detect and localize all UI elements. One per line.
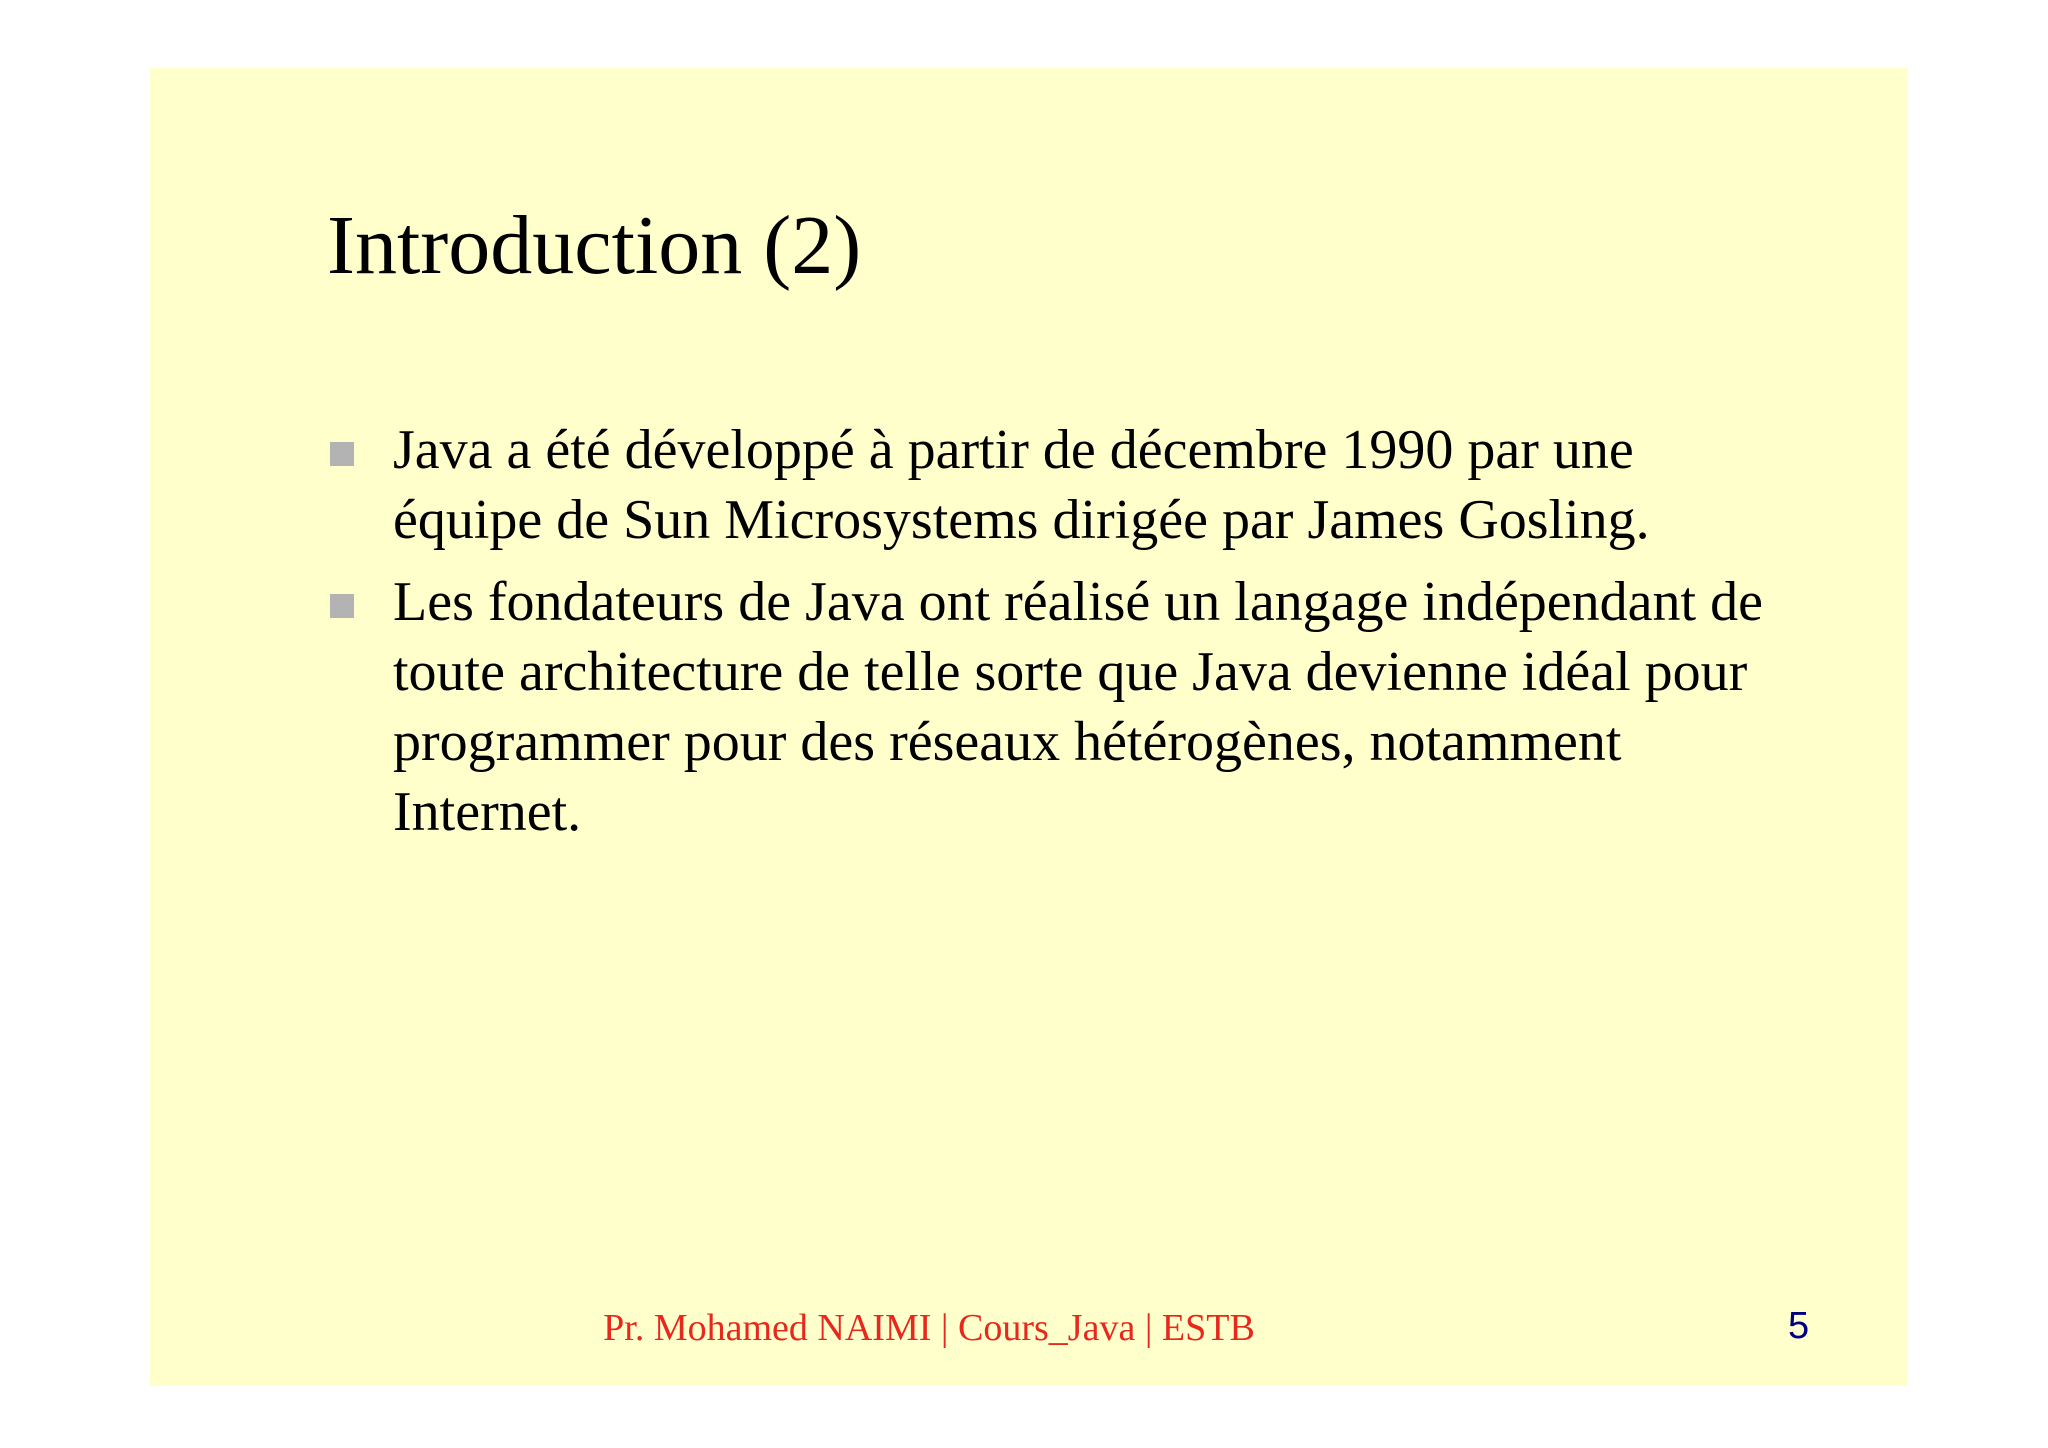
square-bullet-icon: [330, 442, 354, 466]
square-bullet-icon: [330, 594, 354, 618]
bullet-item: [327, 567, 1787, 847]
bullet-list: [327, 415, 1787, 859]
slide-title: Introduction (2): [327, 199, 862, 292]
bullet-text: Les fondateurs de Java ont réalisé un langage indépendant de toute architecture de telle sorte que Java devienne idéal pour programmer pour des réseaux hétérogènes, notamment Internet.: [393, 571, 1763, 843]
bullet-item: [327, 415, 1787, 555]
slide-footer: Pr. Mohamed NAIMI | Cours_Java | ESTB: [603, 1307, 1255, 1349]
bullet-text: Java a été développé à partir de décembre 1990 par une équipe de Sun Microsystems dirigée par James Gosling.: [393, 419, 1650, 551]
slide: [150, 68, 1908, 1386]
page-number: 5: [1788, 1305, 1810, 1347]
